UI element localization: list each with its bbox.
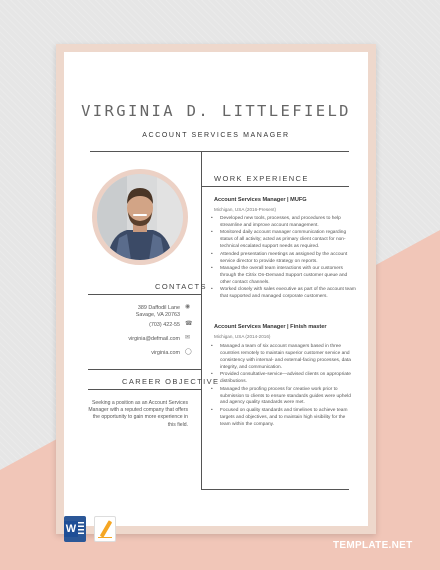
- objective-rule-top: [88, 369, 201, 370]
- email-address: virginia@defmail.com: [128, 336, 180, 342]
- resume-page: [64, 52, 368, 526]
- work-experience-rule: [202, 186, 349, 187]
- person-illustration: [97, 174, 183, 260]
- list-item: • Developed new tools, processes, and procedures to help streamline and improve account management.: [210, 216, 356, 230]
- website-url: virginia.com: [151, 350, 180, 356]
- list-item: • Worked closely with sales executive as part of the account team that supported and managed corporate customers.: [210, 287, 356, 301]
- job-title-2: Account Services Manager | Finish master: [214, 324, 327, 330]
- phone-icon: ☎: [185, 321, 193, 327]
- list-item: • Provided consultative-service—advised clients on appropriate distributions.: [210, 372, 356, 386]
- address-line-2: Savage, VA 20763: [135, 312, 180, 318]
- header-divider: [90, 151, 349, 152]
- list-item: • Managed the proofing process for creative work prior to submission to clients to ensure standards guides were upheld and agency quality standards were met.: [210, 387, 356, 408]
- word-lines: [78, 522, 84, 536]
- contacts-heading: CONTACTS: [155, 282, 207, 291]
- job-2-bullets: [210, 344, 356, 429]
- pages-icon[interactable]: [94, 516, 116, 542]
- pen-base: [98, 537, 112, 538]
- word-letter: W: [65, 523, 77, 535]
- list-item: • Focused on quality standards and timelines to achieve team targets and objectives, and to maintain high visibility for the team within the company.: [210, 408, 356, 429]
- address-line-1: 389 Daffodil Lane: [137, 305, 180, 311]
- career-objective-text: Seeking a position as an Account Services Manager with a reputed company that offers the opportunity to gain more experience in this field.: [88, 400, 188, 428]
- list-item: • Managed a team of six account managers based in three countries remotely to maintain superior customer service and consistency with internal- and external-facing processes, data integrity, and communication.: [210, 344, 356, 372]
- phone-number: (703) 422-55: [149, 322, 180, 328]
- objective-rule-bottom: [88, 389, 201, 390]
- job-title-1: Account Services Manager | MUFG: [214, 197, 307, 203]
- work-experience-heading: WORK EXPERIENCE: [214, 174, 309, 183]
- pen-shape: [100, 520, 112, 538]
- envelope-icon: ✉: [185, 335, 191, 341]
- career-objective-heading: CAREER OBJECTIVE: [122, 377, 220, 386]
- column-divider: [201, 151, 202, 489]
- contacts-rule: [88, 294, 201, 295]
- resume-job-title: ACCOUNT SERVICES MANAGER: [142, 132, 290, 139]
- resume-name: VIRGINIA D. LITTLEFIELD: [81, 102, 351, 120]
- location-pin-icon: ◉: [185, 304, 191, 310]
- job-1-bullets: [210, 216, 356, 302]
- list-item: • Managed the overall team interactions with our customers through the Citrix On-Demand Support customer queue and other contact channels.: [210, 266, 356, 287]
- globe-icon: ◯: [185, 349, 192, 355]
- list-item: • Attended presentation meetings as assigned by the account service director to provide strategy on reports.: [210, 252, 356, 266]
- brand-watermark[interactable]: TEMPLATE.NET: [333, 540, 413, 551]
- word-icon[interactable]: [64, 516, 86, 542]
- footer-divider: [201, 489, 349, 490]
- profile-photo: [97, 174, 183, 260]
- job-meta-2: Michigan, USA (2014-2016): [214, 334, 271, 339]
- job-meta-1: Michigan, USA (2016-Present): [214, 207, 277, 212]
- list-item: • Monitored daily account manager communication regarding status of all activity; acted as primary client contact for non-technical escalated support needs as required.: [210, 230, 356, 251]
